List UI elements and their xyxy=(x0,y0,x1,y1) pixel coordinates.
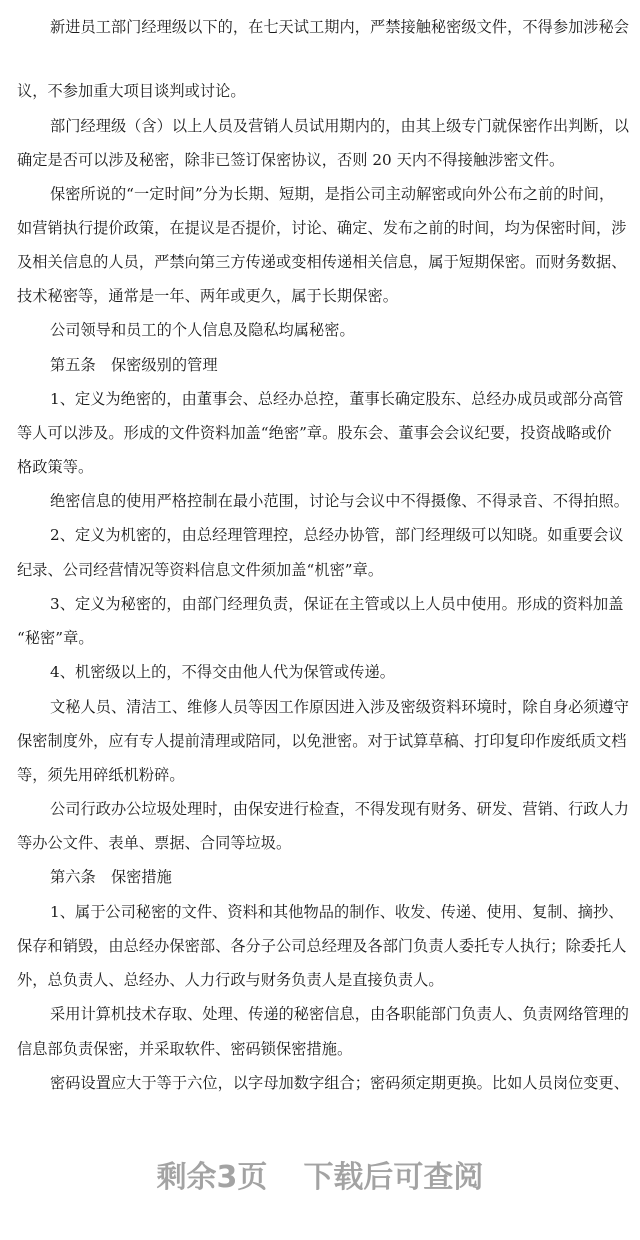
section-heading-article-5: 第五条 保密级别的管理 xyxy=(50,356,218,374)
text-line-22: 等，须先用碎纸机粉碎。 xyxy=(17,766,185,784)
text-line-1: 新进员工部门经理级以下的，在七天试工期内，严禁接触秘密级文件，不得参加涉秘会 xyxy=(50,18,630,36)
text-line-31: 密码设置应大于等于六位，以字母加数字组合；密码须定期更换。比如人员岗位变更、 xyxy=(50,1074,630,1092)
text-line-13: 格政策等。 xyxy=(17,458,94,476)
text-line-24: 等办公文件、表单、票据、合同等垃圾。 xyxy=(17,834,292,852)
text-line-18: “秘密”章。 xyxy=(17,629,94,647)
text-line-28: 外，总负责人、总经办、人力行政与财务负责人是直接负责人。 xyxy=(17,971,444,989)
text-line-14: 绝密信息的使用严格控制在最小范围，讨论与会议中不得摄像、不得录音、不得拍照。 xyxy=(50,492,630,510)
text-line-27: 保存和销毁，由总经办保密部、各分子公司总经理及各部门负责人委托专人执行；除委托人 xyxy=(17,937,627,955)
text-line-12: 等人可以涉及。形成的文件资料加盖“绝密”章。股东会、董事会会议纪要，投资战略或价 xyxy=(17,424,612,442)
text-line-29: 采用计算机技术存取、处理、传递的秘密信息，由各职能部门负责人、负责网络管理的 xyxy=(50,1005,630,1023)
text-line-9: 公司领导和员工的个人信息及隐私均属秘密。 xyxy=(50,321,355,339)
text-line-23: 公司行政办公垃圾处理时，由保安进行检查，不得发现有财务、研发、营销、行政人力 xyxy=(50,800,630,818)
text-line-2: 议，不参加重大项目谈判或讨论。 xyxy=(17,82,246,100)
download-to-view-label[interactable]: 下载后可查阅 xyxy=(303,1160,484,1195)
text-line-8: 技术秘密等，通常是一年、两年或更久，属于长期保密。 xyxy=(17,287,398,305)
text-line-5: 保密所说的“一定时间”分为长期、短期，是指公司主动解密或向外公布之前的时间， xyxy=(50,185,615,203)
section-heading-article-6: 第六条 保密措施 xyxy=(50,868,172,886)
text-line-19: 4、机密级以上的，不得交由他人代为保管或传递。 xyxy=(50,663,395,681)
text-line-6: 如营销执行提价政策，在提议是否提价，讨论、确定、发布之前的时间，均为保密时间，涉 xyxy=(17,219,627,237)
download-prompt[interactable] xyxy=(0,1158,640,1198)
text-line-16: 纪录、公司经营情况等资料信息文件须加盖“机密”章。 xyxy=(17,561,384,579)
text-line-7: 及相关信息的人员，严禁向第三方传递或变相传递相关信息，属于短期保密。而财务数据、 xyxy=(17,253,627,271)
text-line-20: 文秘人员、清洁工、维修人员等因工作原因进入涉及密级资料环境时，除自身必须遵守 xyxy=(50,698,630,716)
text-line-30: 信息部负责保密，并采取软件、密码锁保密措施。 xyxy=(17,1040,353,1058)
text-line-11: 1、定义为绝密的，由董事会、总经办总控，董事长确定股东、总经办成员或部分高管 xyxy=(50,390,624,408)
text-line-15: 2、定义为机密的，由总经理管理控，总经办协管，部门经理级可以知晓。如重要会议 xyxy=(50,526,624,544)
text-line-17: 3、定义为秘密的，由部门经理负责，保证在主管或以上人员中使用。形成的资料加盖 xyxy=(50,595,624,613)
text-line-4: 确定是否可以涉及秘密，除非已签订保密协议，否则 20 天内不得接触涉密文件。 xyxy=(17,151,565,169)
text-line-21: 保密制度外，应有专人提前清理或陪同，以免泄密。对于试算草稿、打印复印作废纸质文档 xyxy=(17,732,627,750)
remaining-pages-label: 剩余3页 xyxy=(156,1160,268,1195)
text-line-26: 1、属于公司秘密的文件、资料和其他物品的制作、收发、传递、使用、复制、摘抄、 xyxy=(50,903,624,921)
text-line-3: 部门经理级（含）以上人员及营销人员试用期内的，由其上级专门就保密作出判断，以 xyxy=(50,117,630,135)
